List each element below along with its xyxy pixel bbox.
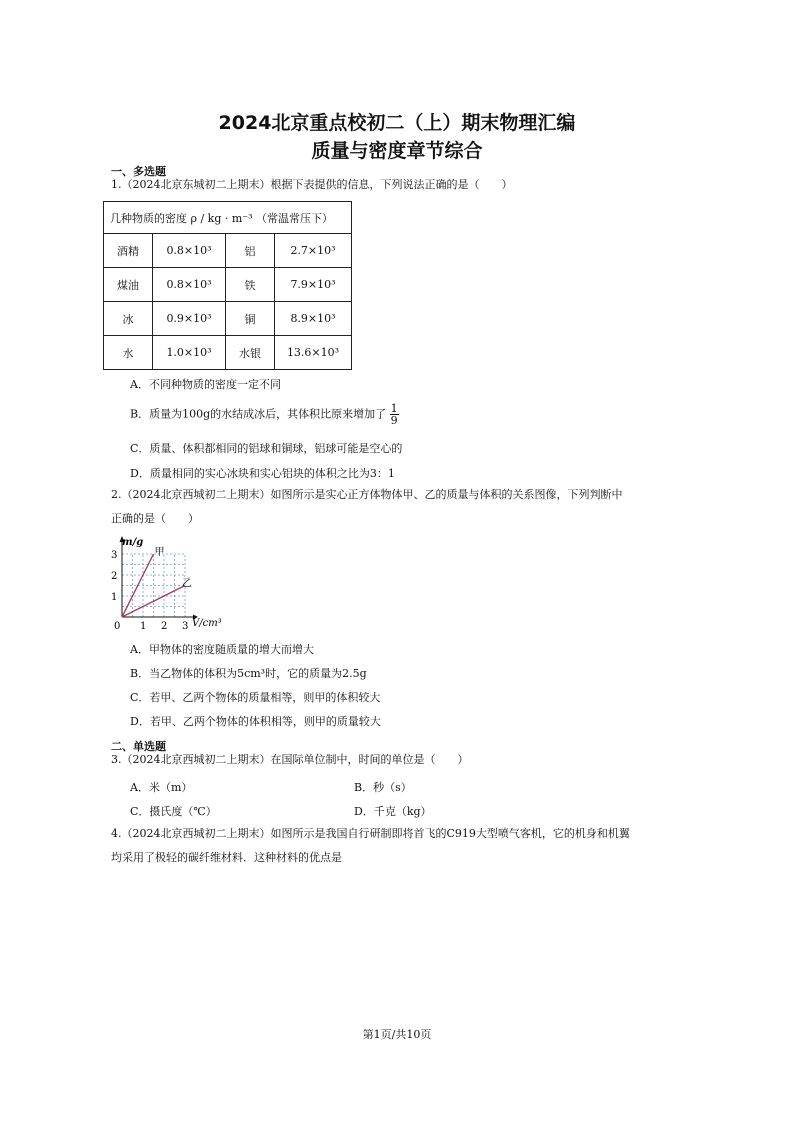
question-4-stem-line2: 均采用了极轻的碳纤维材料．这种材料的优点是 [111,851,342,864]
fraction [390,403,399,426]
q2-option-c: C．若甲、乙两个物体的质量相等，则甲的体积较大 [130,691,381,704]
y-tick-label: 3 [111,550,118,561]
mass-volume-chart [108,533,228,633]
fraction-denominator: 9 [390,414,398,427]
question-2-stem-line1: 2.（2024北京西城初二上期末）如图所示是实心正方体物体甲、乙的质量与体积的关系图像，下列判断中 [111,488,623,501]
q3-option-d: D．千克（kg） [354,805,432,818]
density-table-header: 几种物质的密度 ρ / kg · m⁻³ （常温常压下） [104,202,352,234]
q1-option-b [130,403,399,426]
table-cell: 冰 [104,302,153,336]
table-cell: 2.7×10³ [275,234,352,268]
table-cell: 铝 [226,234,275,268]
q2-option-b: B．当乙物体的体积为5cm³时，它的质量为2.5g [130,667,367,680]
table-cell: 0.8×10³ [153,268,226,302]
q1-option-c: C．质量、体积都相同的铝球和铜球，铝球可能是空心的 [130,442,403,455]
table-cell: 水 [104,336,153,370]
q2-option-a: A．甲物体的密度随质量的增大而增大 [130,643,314,656]
q1-option-a: A．不同种物质的密度一定不同 [130,378,281,391]
q2-option-d: D．若甲、乙两个物体的体积相等，则甲的质量较大 [130,715,381,728]
q1-option-d: D．质量相同的实心冰块和实心铝块的体积之比为3：1 [130,467,395,480]
section-heading-multi: 一、多选题 [111,165,166,178]
table-cell: 煤油 [104,268,153,302]
density-table [103,201,352,370]
page-subtitle: 质量与密度章节综合 [311,140,483,162]
page-title: 2024北京重点校初二（上）期末物理汇编 [218,112,576,134]
section-heading-single: 二、单选题 [111,740,166,753]
question-1-stem: 1.（2024北京东城初二上期末）根据下表提供的信息，下列说法正确的是（ ） [111,178,513,191]
table-cell: 7.9×10³ [275,268,352,302]
table-cell: 铜 [226,302,275,336]
series-label: 乙 [182,578,192,590]
table-cell: 8.9×10³ [275,302,352,336]
q3-option-c: C．摄氏度（℃） [130,805,217,818]
q1-option-b-text: B．质量为100g的水结成冰后，其体积比原来增加了 [130,407,387,421]
table-cell: 0.9×10³ [153,302,226,336]
question-3-stem: 3.（2024北京西城初二上期末）在国际单位制中，时间的单位是（ ） [111,753,469,766]
table-cell: 1.0×10³ [153,336,226,370]
y-axis-label: m/g [122,537,144,548]
q3-option-a: A．米（m） [130,781,193,794]
x-tick-label: 0 [114,621,121,632]
table-cell: 酒精 [104,234,153,268]
y-tick-label: 2 [111,571,118,582]
table-cell: 13.6×10³ [275,336,352,370]
series-label: 甲 [154,547,165,558]
fraction-numerator: 1 [390,402,398,415]
x-tick-label: 3 [182,621,189,632]
x-axis-label: V/cm³ [192,618,222,629]
page-number: 第1页/共10页 [362,1028,432,1041]
table-cell: 0.8×10³ [153,234,226,268]
table-cell: 铁 [226,268,275,302]
q3-option-b: B．秒（s） [354,781,412,794]
table-cell: 水银 [226,336,275,370]
x-tick-label: 2 [161,621,168,632]
x-tick-label: 1 [140,621,147,632]
y-tick-label: 1 [111,592,118,603]
question-2-stem-line2: 正确的是（ ） [111,512,199,525]
question-4-stem-line1: 4.（2024北京西城初二上期末）如图所示是我国自行研制即将首飞的C919大型喷气客机，它的机身和机翼 [111,827,630,840]
